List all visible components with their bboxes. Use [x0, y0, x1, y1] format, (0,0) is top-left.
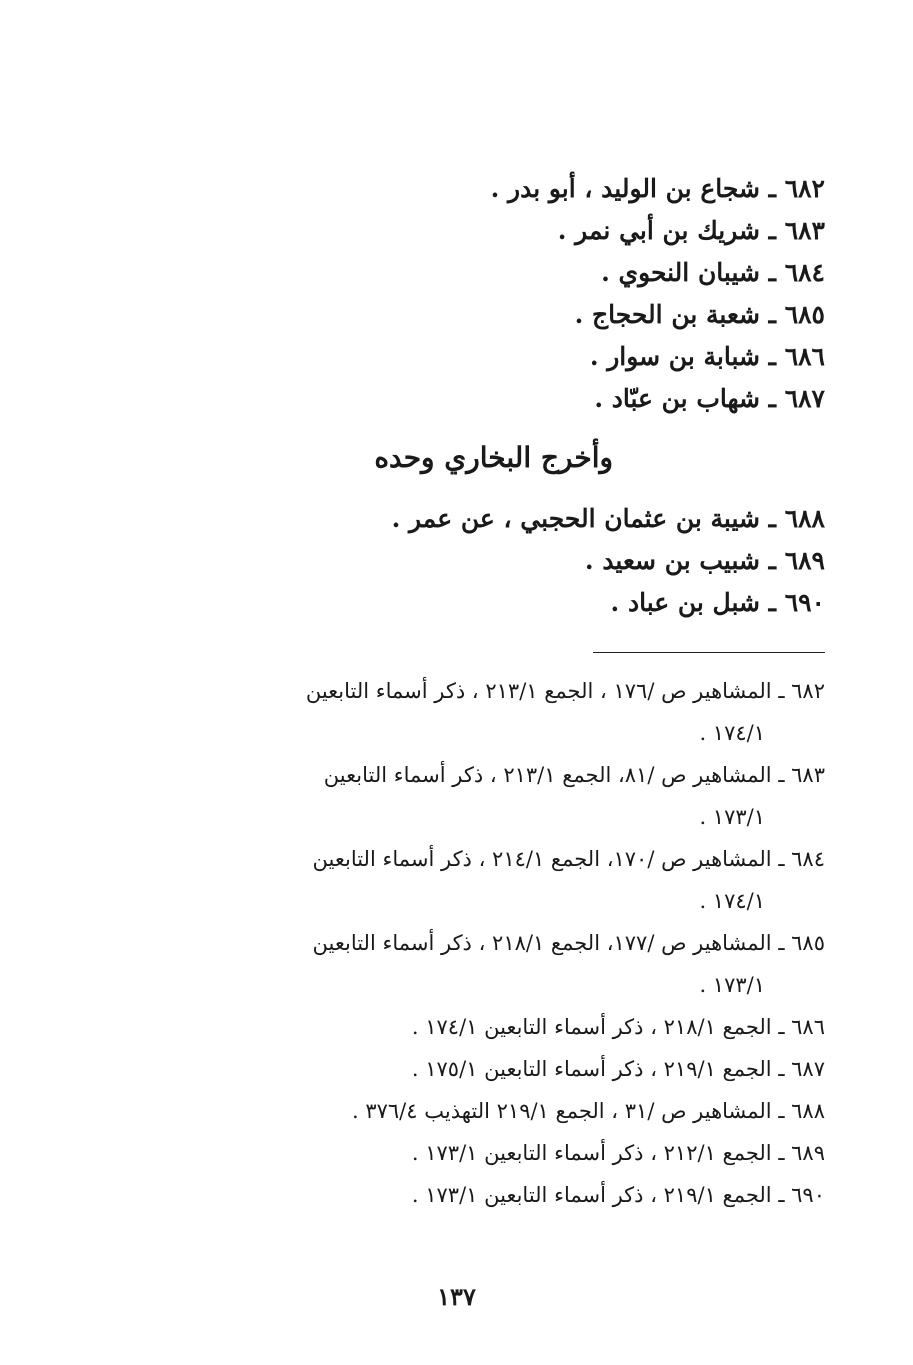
narrator-entry: ٦٨٨ ـ شيبة بن عثمان الحجبي ، عن عمر .: [391, 504, 825, 533]
narrator-entry: ٦٨٧ ـ شهاب بن عبّاد .: [594, 384, 825, 413]
footnote-line: ٦٨٣ ـ المشاهير ص /٨١، الجمع ٢١٣/١ ، ذكر أسماء التابعين: [323, 763, 825, 787]
footnote: ٦٨٨ ـ المشاهير ص /٣١ ، الجمع ٢١٩/١ التهذيب ٣٧٦/٤ .: [351, 1099, 825, 1123]
narrator-entry: ٦٨٦ ـ شبابة بن سوار .: [589, 342, 825, 371]
footnote-line: ٦٨٢ ـ المشاهير ص /١٧٦ ، الجمع ٢١٣/١ ، ذكر أسماء التابعين: [305, 679, 825, 703]
footnote: [153, 922, 825, 1006]
footnote: [153, 670, 825, 754]
footnote-line: ٦٨٥ ـ المشاهير ص /١٧٧، الجمع ٢١٨/١ ، ذكر أسماء التابعين: [312, 931, 825, 955]
bukhari-only-list: [265, 498, 825, 624]
footnotes: [153, 670, 825, 1216]
page-number: ١٣٧: [437, 1282, 476, 1311]
narrator-entry: ٦٨٣ ـ شريك بن أبي نمر .: [557, 216, 825, 245]
narrator-entry: ٦٨٥ ـ شعبة بن الحجاج .: [574, 300, 825, 329]
footnote-continuation: ١٧٤/١ .: [699, 889, 765, 913]
footnote-continuation: ١٧٣/١ .: [699, 973, 765, 997]
footnote: [153, 838, 825, 922]
footnote-divider: [593, 652, 825, 653]
footnote-continuation: ١٧٤/١ .: [699, 721, 765, 745]
footnote: [153, 754, 825, 838]
footnote: ٦٨٦ ـ الجمع ٢١٨/١ ، ذكر أسماء التابعين ١٧٤/١ .: [411, 1015, 825, 1039]
footnote: ٦٨٩ ـ الجمع ٢١٢/١ ، ذكر أسماء التابعين ١٧٣/١ .: [411, 1141, 825, 1165]
narrator-entry: ٦٨٤ ـ شيبان النحوي .: [601, 258, 825, 287]
narrator-entry: ٦٩٠ ـ شبل بن عباد .: [610, 588, 825, 617]
narrator-entry: ٦٨٢ ـ شجاع بن الوليد ، أبو بدر .: [490, 174, 825, 203]
footnote-line: ٦٨٤ ـ المشاهير ص /١٧٠، الجمع ٢١٤/١ ، ذكر أسماء التابعين: [312, 847, 825, 871]
footnote-continuation: ١٧٣/١ .: [699, 805, 765, 829]
section-heading: وأخرج البخاري وحده: [374, 441, 613, 474]
narrator-list: [265, 168, 825, 420]
narrator-entry: ٦٨٩ ـ شبيب بن سعيد .: [584, 546, 825, 575]
footnote: ٦٨٧ ـ الجمع ٢١٩/١ ، ذكر أسماء التابعين ١٧٥/١ .: [411, 1057, 825, 1081]
footnote: ٦٩٠ ـ الجمع ٢١٩/١ ، ذكر أسماء التابعين ١٧٣/١ .: [411, 1183, 825, 1207]
